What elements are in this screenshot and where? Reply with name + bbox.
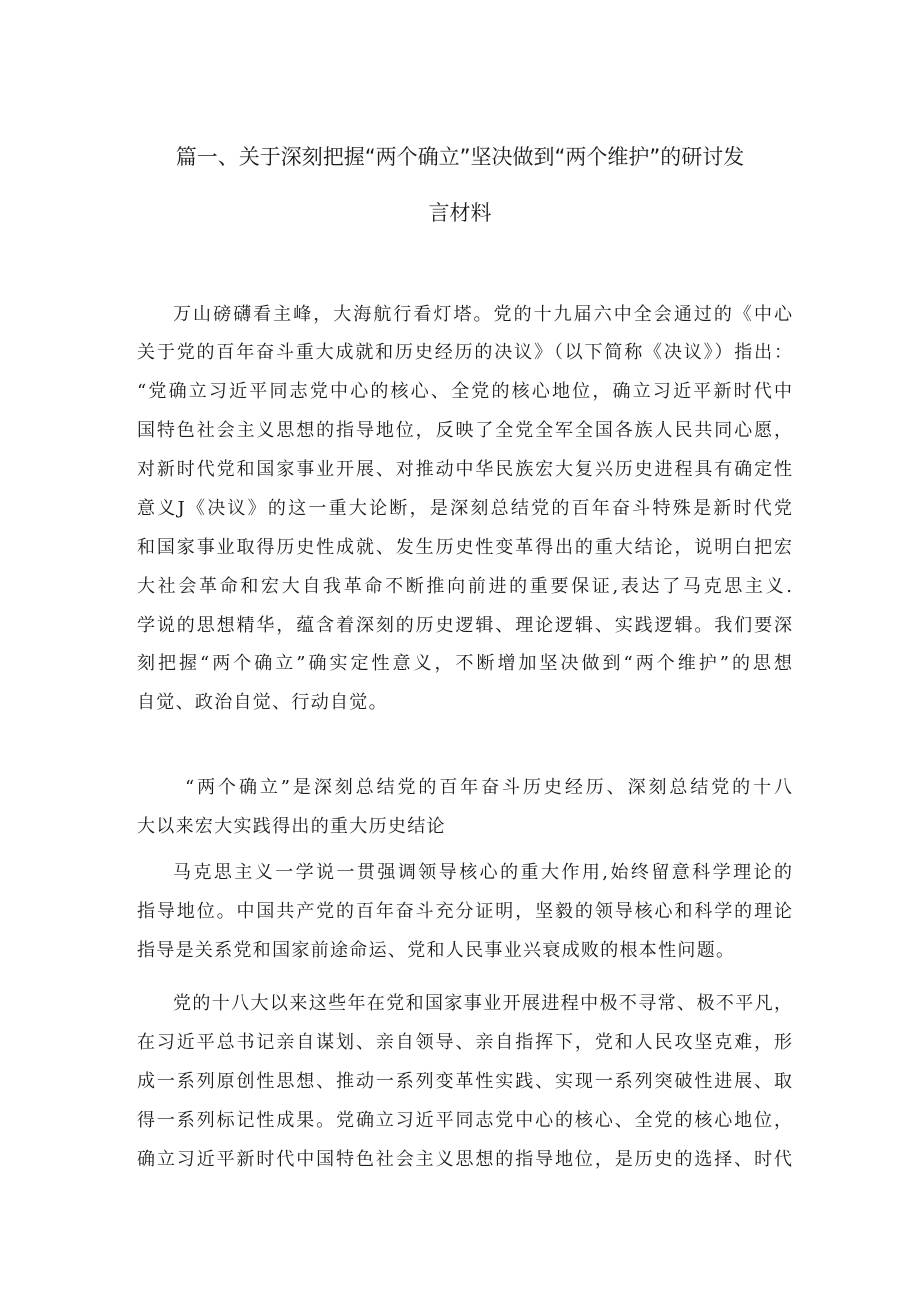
- body-line: 确立习近平新时代中国特色社会主义思想的指导地位，是历史的选择、时代: [137, 1149, 792, 1170]
- body-line: 得一系列标记性成果。党确立习近平同志党中心的核心、全党的核心地位，: [137, 1110, 792, 1131]
- body-line: 意义J《决议》的这一重大论断，是深刻总结党的百年奋斗特殊是新时代党: [137, 498, 792, 519]
- body-line: 万山磅礴看主峰，大海航行看灯塔。党的十九届六中全会通过的《中心: [173, 304, 792, 325]
- body-line: 国特色社会主义思想的指导地位，反映了全党全军全国各族人民共同心愿，: [137, 420, 792, 441]
- body-line: 对新时代党和国家事业开展、对推动中华民族宏大复兴历史进程具有确定性: [137, 459, 792, 480]
- body-line: 关于党的百年奋斗重大成就和历史经历的决议》（以下简称《决议》）指出：: [137, 342, 792, 363]
- section-heading-line: 大以来宏大实践得出的重大历史结论: [137, 816, 446, 837]
- body-line: 大社会革命和宏大自我革命不断推向前进的重要保证,表达了马克思主义.: [137, 576, 792, 597]
- body-line: 自觉、政治自觉、行动自觉。: [137, 692, 388, 713]
- body-line: 在习近平总书记亲自谋划、亲自领导、亲自指挥下，党和人民攻坚克难，形: [137, 1032, 792, 1053]
- body-line: 马克思主义一学说一贯强调领导核心的重大作用,始终留意科学理论的: [173, 862, 792, 883]
- body-line: 成一系列原创性思想、推动一系列变革性实践、实现一系列突破性进展、取: [137, 1071, 792, 1092]
- section-heading-line: “两个确立”是深刻总结党的百年奋斗历史经历、深刻总结党的十八: [185, 777, 792, 798]
- document-title-line-2: 言材料: [428, 201, 492, 225]
- body-line: 学说的思想精华，蕴含着深刻的历史逻辑、理论逻辑、实践逻辑。我们要深: [137, 615, 792, 636]
- body-line: 指导地位。中国共产党的百年奋斗充分证明，坚毅的领导核心和科学的理论: [137, 901, 792, 922]
- body-line: “党确立习近平同志党中心的核心、全党的核心地位，确立习近平新时代中: [137, 381, 792, 402]
- body-line: 和国家事业取得历史性成就、发生历史性变革得出的重大结论，说明白把宏: [137, 537, 792, 558]
- document-title-line-1: 篇一、关于深刻把握“两个确立”坚决做到“两个维护”的研讨发: [175, 145, 745, 169]
- body-line: 指导是关系党和国家前途命运、党和人民事业兴衰成败的根本性问题。: [137, 940, 736, 961]
- body-line: 党的十八大以来这些年在党和国家事业开展进程中极不寻常、极不平凡，: [173, 993, 792, 1014]
- body-line: 刻把握“两个确立”确实定性意义，不断增加坚决做到“两个维护”的思想: [137, 653, 792, 674]
